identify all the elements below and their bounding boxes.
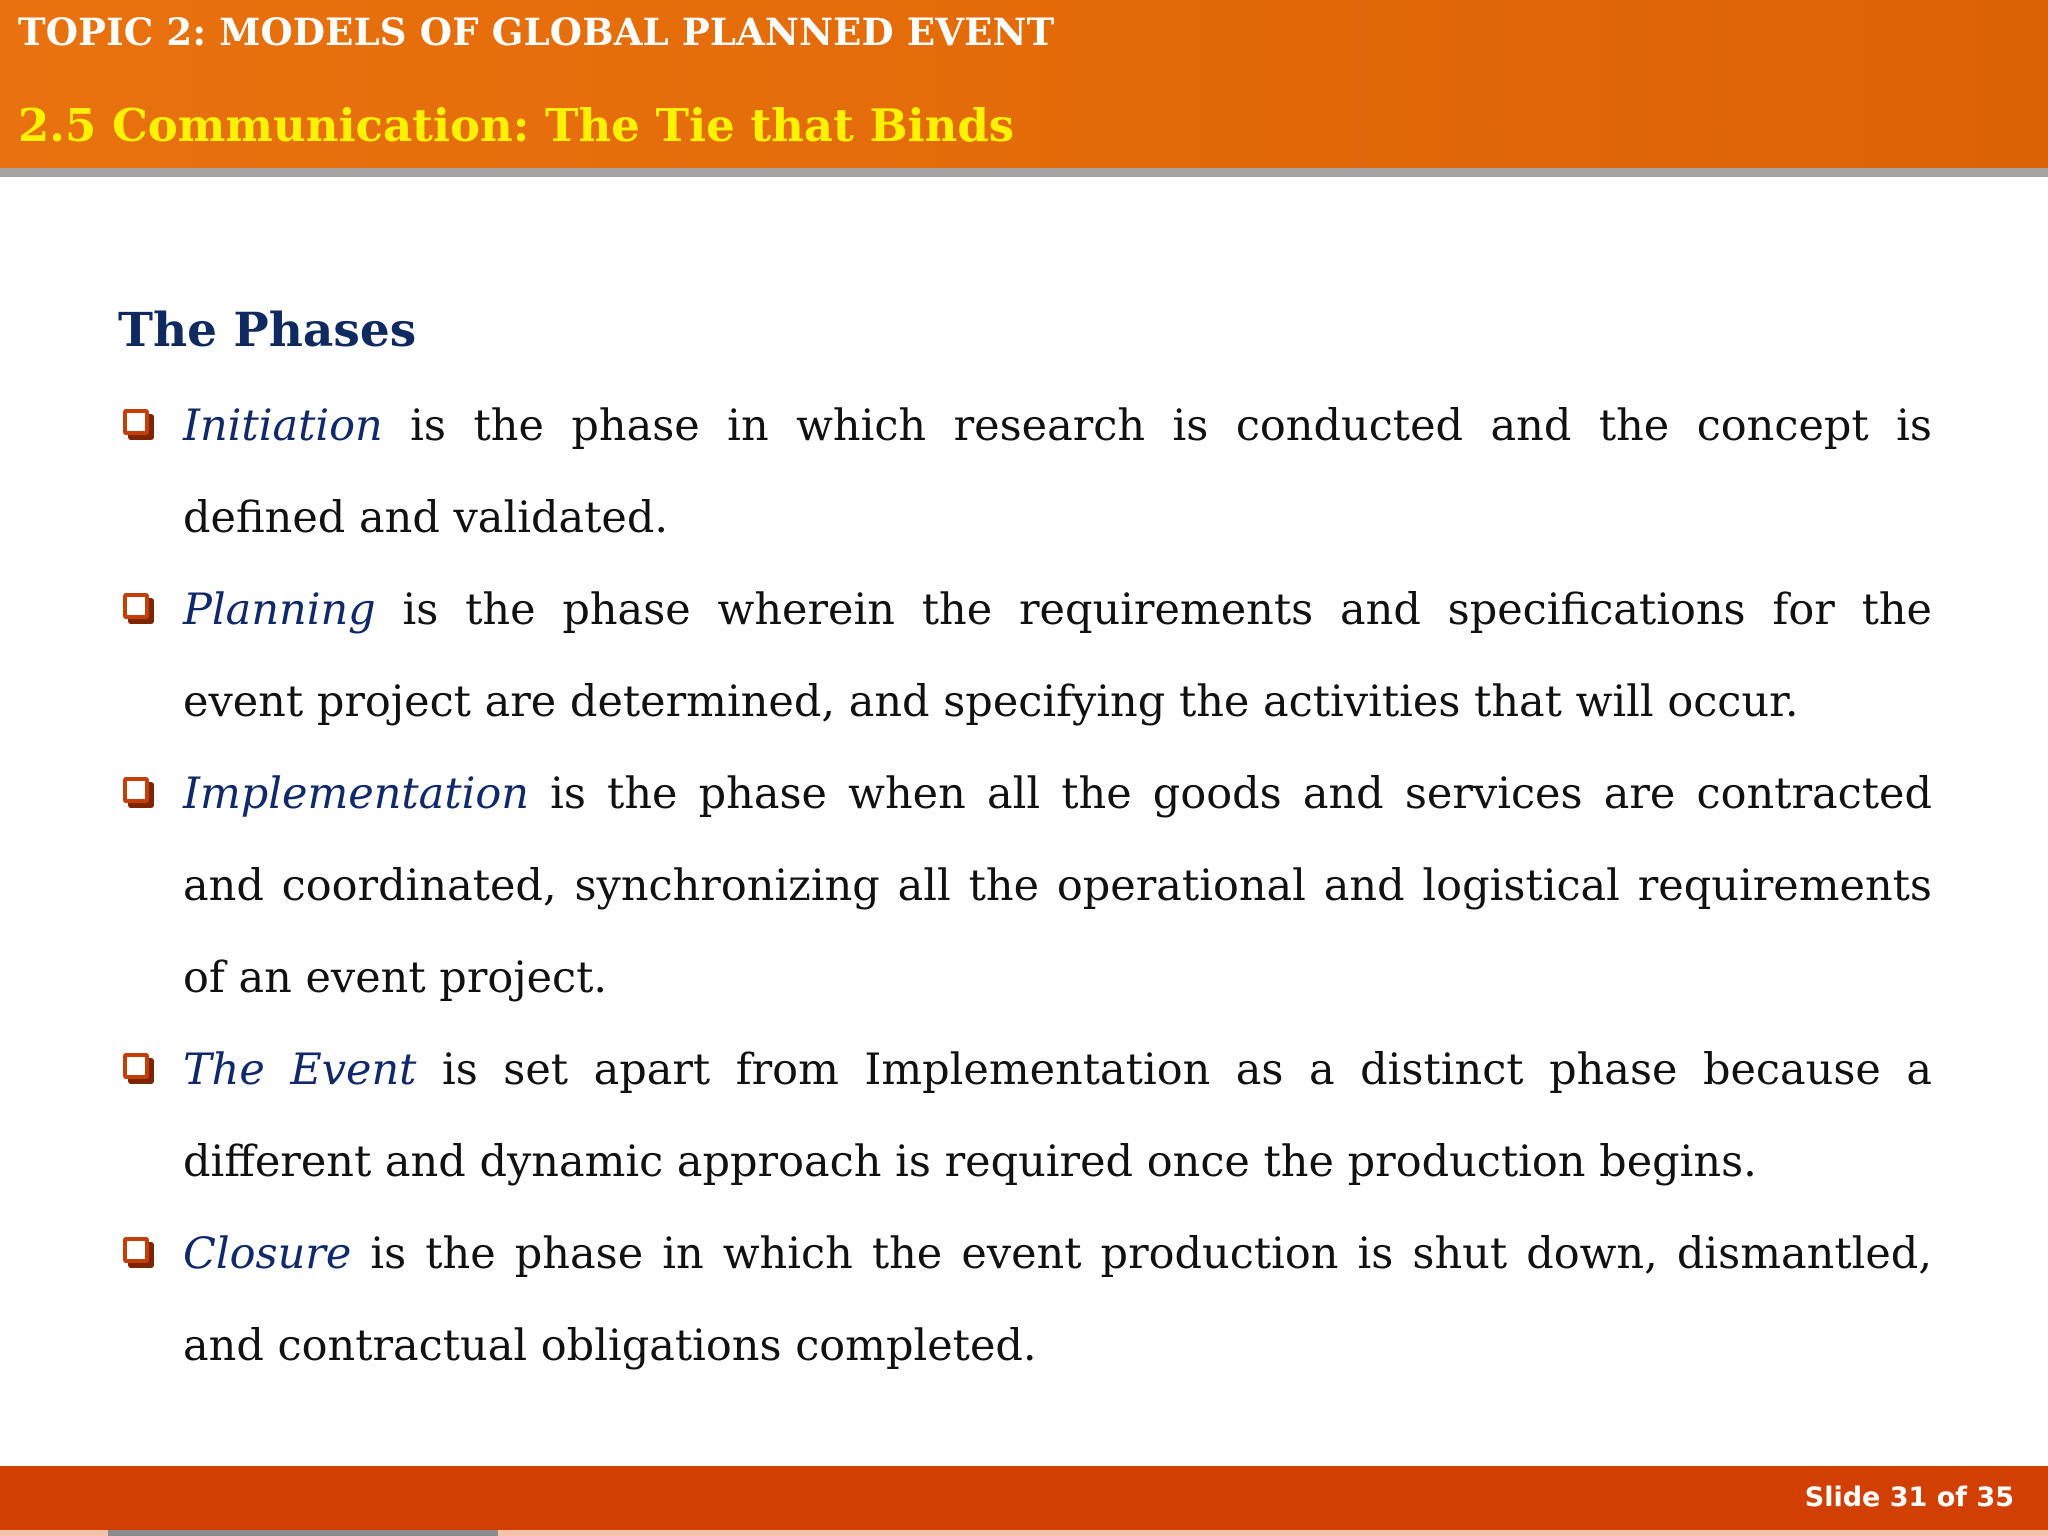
phase-item-implementation bbox=[118, 748, 1932, 1024]
slide-footer bbox=[0, 1466, 2048, 1536]
phase-description: is the phase wherein the requirements and specifications for the event project are determined, and specifying the activities that will occur. bbox=[183, 585, 1932, 727]
phase-item-initiation bbox=[118, 380, 1932, 564]
phase-term: Implementation bbox=[183, 769, 529, 819]
phase-item-the-event bbox=[118, 1024, 1932, 1208]
checkbox-bullet-icon bbox=[123, 1053, 149, 1079]
phase-list bbox=[118, 380, 1932, 1392]
slide-counter: Slide 31 of 35 bbox=[1804, 1482, 2014, 1513]
phase-description: is the phase when all the goods and services are contracted and coordinated, synchronizing all the operational and logistical requirements of an event project. bbox=[183, 769, 1932, 1003]
checkbox-bullet-icon bbox=[123, 593, 149, 619]
slide-content bbox=[118, 296, 1932, 1392]
phase-description: is the phase in which research is conducted and the concept is defined and validated. bbox=[183, 401, 1932, 543]
phase-term: The Event bbox=[183, 1045, 417, 1095]
header-divider bbox=[0, 168, 2048, 177]
phase-term: Planning bbox=[183, 585, 376, 635]
phase-description: is the phase in which the event production is shut down, dismantled, and contractual obligations completed. bbox=[183, 1229, 1932, 1371]
topic-title: TOPIC 2: MODELS OF GLOBAL PLANNED EVENT bbox=[18, 10, 1055, 54]
checkbox-bullet-icon bbox=[123, 1237, 149, 1263]
checkbox-bullet-icon bbox=[123, 409, 149, 435]
slide-progress-bar bbox=[108, 1530, 498, 1536]
section-title: 2.5 Communication: The Tie that Binds bbox=[18, 99, 1015, 152]
phase-term: Closure bbox=[183, 1229, 352, 1279]
phase-term: Initiation bbox=[183, 401, 383, 451]
phase-description: is set apart from Implementation as a distinct phase because a different and dynamic approach is required once the production begins. bbox=[183, 1045, 1933, 1187]
checkbox-bullet-icon bbox=[123, 777, 149, 803]
phases-heading: The Phases bbox=[118, 303, 417, 358]
phase-item-closure bbox=[118, 1208, 1932, 1392]
phase-item-planning bbox=[118, 564, 1932, 748]
